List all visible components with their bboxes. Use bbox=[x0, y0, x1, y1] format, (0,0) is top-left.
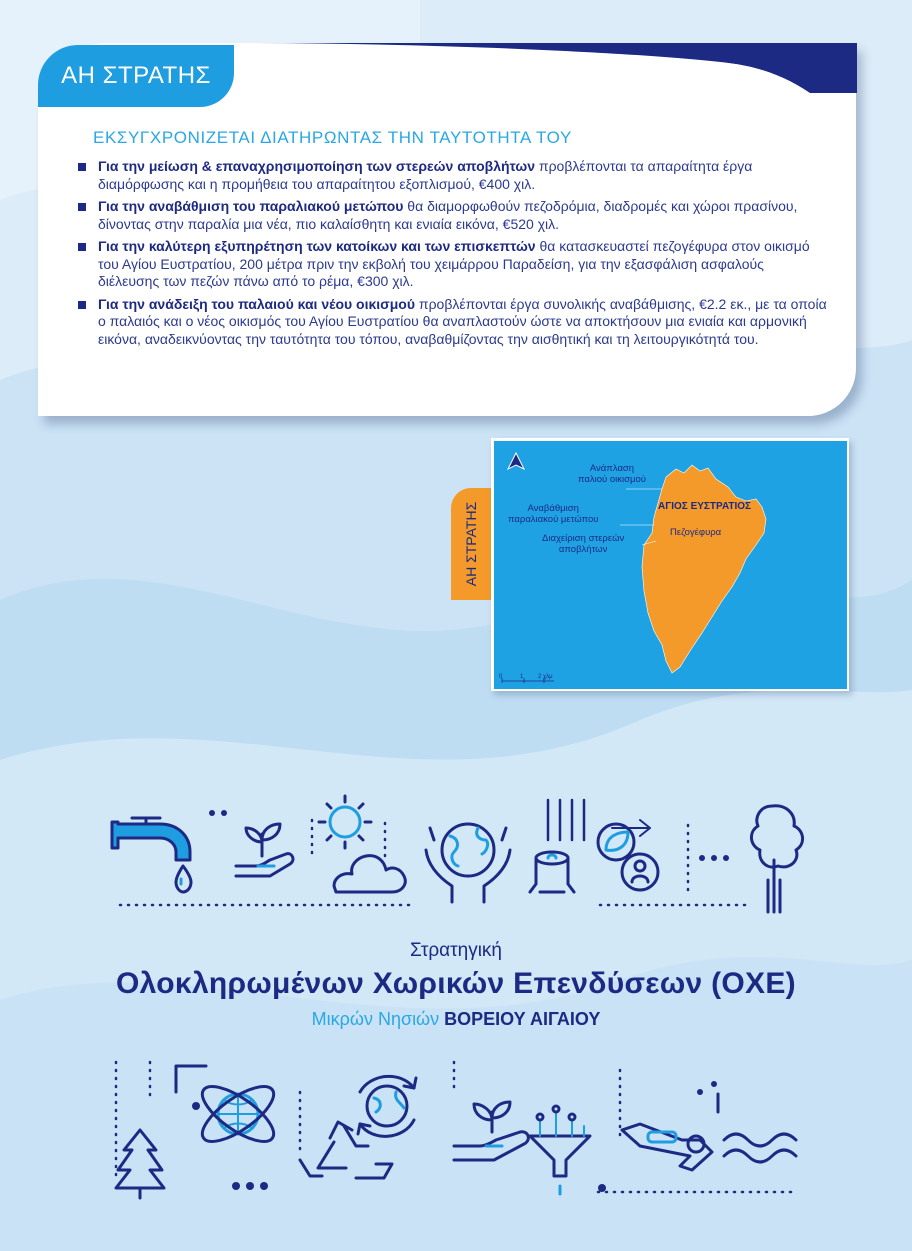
map-label-waste: Διαχείριση στερεών αποβλήτων bbox=[542, 533, 625, 555]
list-item bbox=[78, 198, 828, 233]
bullet-square-icon bbox=[78, 163, 86, 171]
scale-label-one: 1 bbox=[520, 674, 524, 680]
bullet-square-icon bbox=[78, 203, 86, 211]
bullet-list bbox=[78, 158, 828, 353]
pine-tree-icon bbox=[116, 1130, 164, 1198]
earth-cycle-icon bbox=[358, 1076, 416, 1136]
waves-icon bbox=[724, 1134, 796, 1162]
section-tab-label: ΑΗ ΣΤΡΑΤΗΣ bbox=[61, 62, 211, 89]
bullet-square-icon bbox=[78, 301, 86, 309]
water-tap-icon bbox=[112, 818, 191, 892]
list-item bbox=[78, 158, 828, 193]
bullet-lead: Για την καλύτερη εξυπηρέτηση των κατοίκων και των επισκεπτών bbox=[98, 238, 536, 254]
bullet-square-icon bbox=[78, 243, 86, 251]
list-item bbox=[78, 296, 828, 349]
map-label-island: ΑΓΙΟΣ ΕΥΣΤΡΑΤΙΟΣ bbox=[658, 501, 752, 512]
recycle-icon bbox=[300, 1122, 392, 1178]
plant-sprout-icon bbox=[236, 824, 293, 876]
sun-icon bbox=[319, 796, 371, 848]
card-title: ΕΚΣΥΓΧΡΟΝΙΖΕΤΑΙ ΔΙΑΤΗΡΩΝΤΑΣ ΤΗΝ ΤΑΥΤΟΤΗΤΑ ΤΟΥ bbox=[93, 128, 572, 147]
bullet-text: προβλέπονται έργα συνολικής αναβάθμισης, €2.2 εκ., με τα οποία ο παλαιός και ο νέος οικισμός του Αγίου Ευστρατίου θα αναπλαστούν ώστε να αποκτήσουν μια ενιαία και αρμονική εικόνα, αναδεικνύοντας την ταυτότητα του τόπου, αναβαθμίζοντας την αισθητική και τη λειτουργικότητά του. bbox=[98, 295, 827, 347]
strategy-subtitle-prefix: Μικρών Νησιών bbox=[311, 1009, 445, 1029]
map-side-tab-label: ΑΗ ΣΤΡΑΤΗΣ bbox=[463, 501, 479, 587]
cloud-icon bbox=[334, 856, 405, 892]
strategy-subtitle-region: ΒΟΡΕΙΟΥ ΑΙΓΑΙΟΥ bbox=[444, 1009, 601, 1029]
filter-funnel-icon bbox=[530, 1106, 590, 1194]
sprout-in-hand-icon bbox=[454, 1102, 528, 1160]
section-tab bbox=[38, 45, 234, 107]
map-label-footbridge: Πεζογέφυρα bbox=[670, 527, 722, 538]
scale-label-two: 2 χλμ bbox=[538, 674, 553, 680]
map-graphic bbox=[494, 441, 847, 689]
leaf-recycle-cycle-icon bbox=[598, 820, 658, 890]
map-label-old-settlement: Ανάπλαση παλιού οικισμού bbox=[578, 463, 646, 485]
map bbox=[494, 441, 847, 689]
bullet-lead: Για την αναβάθμιση του παραλιακού μετώπου bbox=[98, 198, 404, 214]
map-label-seafront: Αναβάθμιση παραλιακού μετώπου bbox=[508, 503, 599, 525]
list-item bbox=[78, 238, 828, 291]
bullet-lead: Για την ανάδειξη του παλαιού και νέου οικισμού bbox=[98, 295, 416, 312]
tree-icon bbox=[751, 806, 802, 912]
map-side-tab bbox=[451, 488, 491, 600]
scale-label-zero: 0 bbox=[499, 674, 503, 680]
bullet-lead: Για την μείωση & επαναχρησιμοποίηση των στερεών αποβλήτων bbox=[98, 158, 536, 174]
tree-stump-icon bbox=[530, 852, 574, 892]
atom-globe-icon bbox=[192, 1077, 282, 1151]
bullet-text: θα κατασκευαστεί πεζογέφυρα στον οικισμό του Αγίου Ευστρατίου, 200 μέτρα πριν την εκβολή του χειμάρρου Παραδείση, για την εξασφάλιση ασφαλούς διέλευσης των πεζών πάνω από το ρέμα, €300 χιλ. bbox=[98, 238, 810, 289]
diver-icon bbox=[622, 1094, 718, 1170]
strategy-subtitle bbox=[0, 1009, 912, 1030]
strategy-line-1: Στρατηγική bbox=[410, 940, 502, 961]
strategy-title: Ολοκληρωμένων Χωρικών Επενδύσεων (ΟΧΕ) bbox=[116, 967, 796, 1000]
earth-in-hands-icon bbox=[426, 824, 510, 902]
bullet-text: θα διαμορφωθούν πεζοδρόμια, διαδρομές και χώροι πρασίνου, δίνοντας στην παραλία μια νέα, πιο καλαίσθητη και ενιαία εικόνα, €520 χιλ. bbox=[98, 198, 798, 232]
bullet-text: προβλέπονται τα απαραίτητα έργα διαμόρφωσης και η προμήθεια του απαραίτητου εξοπλισμού, €400 χιλ. bbox=[98, 158, 753, 192]
